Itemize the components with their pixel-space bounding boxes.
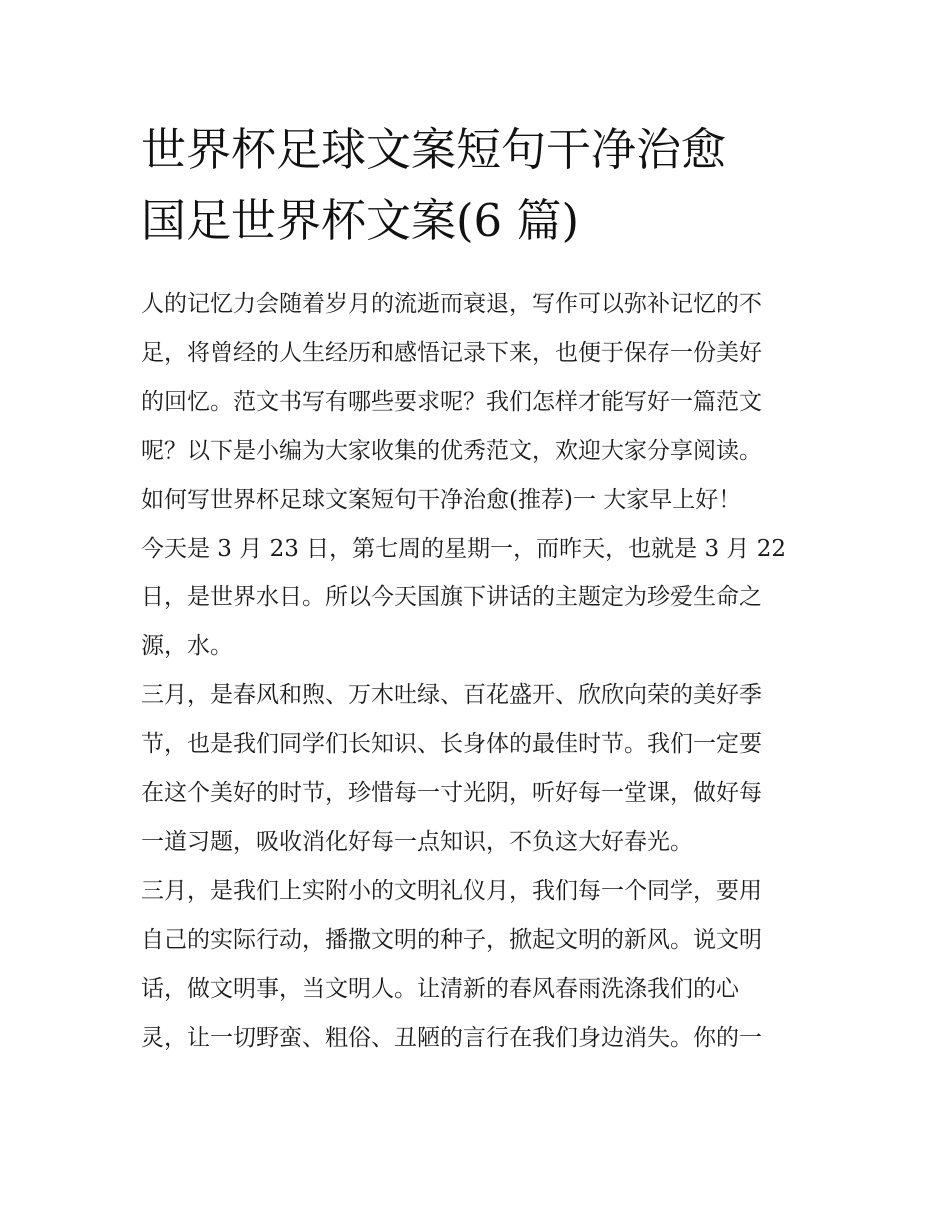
body-line: 源，水。 — [141, 633, 233, 660]
title-line: 世界杯足球文案短句干净治愈 — [141, 123, 727, 176]
body-line: 在这个美好的时节，珍惜每一寸光阴，听好每一堂课，做好每 — [141, 780, 762, 807]
body-line: 自己的实际行动，播撒文明的种子，掀起文明的新风。说文明 — [141, 926, 762, 953]
body-line: 灵，让一切野蛮、粗俗、丑陋的言行在我们身边消失。你的一 — [141, 1024, 762, 1051]
body-line: 今天是 3 月 23 日，第七周的星期一，而昨天，也就是 3 月 22 — [141, 535, 786, 562]
body-line: 足，将曾经的人生经历和感悟记录下来，也便于保存一份美好 — [141, 339, 762, 366]
document-body — [141, 280, 821, 1063]
body-line: 话，做文明事，当文明人。让清新的春风春雨洗涤我们的心 — [141, 975, 739, 1002]
body-line: 一道习题，吸收消化好每一点知识，不负这大好春光。 — [141, 828, 693, 855]
title-line: 国足世界杯文案(6 篇) — [141, 194, 580, 247]
body-line: 人的记忆力会随着岁月的流逝而衰退，写作可以弥补记忆的不 — [141, 291, 762, 317]
document-title — [141, 114, 821, 256]
body-line: 三月，是春风和煦、万木吐绿、百花盛开、欣欣向荣的美好季 — [141, 682, 762, 709]
body-line: 呢？以下是小编为大家收集的优秀范文，欢迎大家分享阅读。 — [141, 437, 762, 464]
body-line: 三月，是我们上实附小的文明礼仪月，我们每一个同学，要用 — [141, 877, 762, 904]
body-line: 节，也是我们同学们长知识、长身体的最佳时节。我们一定要 — [141, 731, 762, 758]
body-line: 如何写世界杯足球文案短句干净治愈(推荐)一 大家早上好！ — [141, 486, 742, 513]
body-line: 的回忆。范文书写有哪些要求呢？我们怎样才能写好一篇范文 — [141, 388, 762, 415]
body-line: 日，是世界水日。所以今天国旗下讲话的主题定为珍爱生命之 — [141, 584, 762, 611]
